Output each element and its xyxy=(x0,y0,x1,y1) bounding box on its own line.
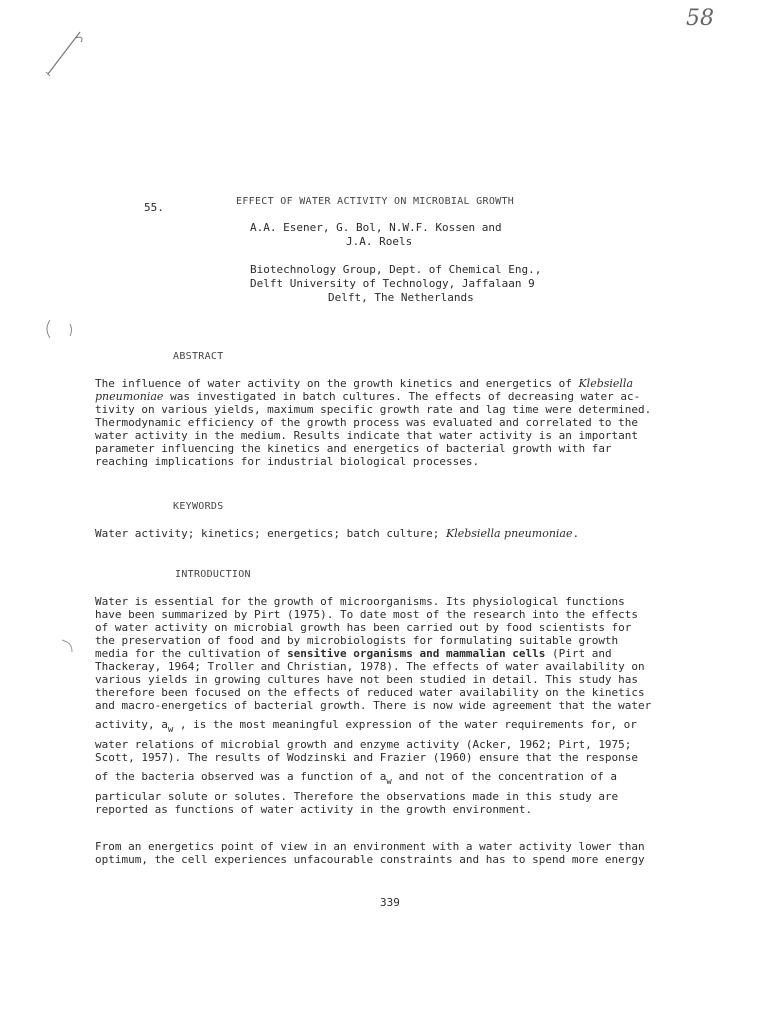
authors-line-2: J.A. Roels xyxy=(346,235,413,248)
intro-text: particular solute or solutes. Therefore the observations made in this study are xyxy=(95,790,619,803)
intro-emphasis: sensitive organisms and mammalian cells xyxy=(287,647,546,660)
introduction-paragraph xyxy=(95,595,651,816)
intro-text: Scott, 1957). The results of Wodzinski and Frazier (1960) ensure that the response xyxy=(95,751,639,764)
intro-text: activity, a xyxy=(95,718,168,731)
intro-text: various yields in growing cultures have not been studied in detail. This study has xyxy=(95,673,639,686)
intro-text: reported as functions of water activity in the growth environment. xyxy=(95,803,533,816)
intro-text: of the bacteria observed was a function of a xyxy=(95,770,387,783)
introduction-heading: INTRODUCTION xyxy=(175,569,251,580)
margin-bracket-mark xyxy=(44,318,78,340)
subscript-w: w xyxy=(167,725,174,735)
energetics-paragraph xyxy=(95,840,645,866)
affiliation-line-2: Delft University of Technology, Jaffalaan 9 xyxy=(250,277,535,290)
handwritten-page-number: 58 xyxy=(686,6,714,31)
intro-text: the preservation of food and by microbiologists for formulating suitable growth xyxy=(95,634,619,647)
page-number: 339 xyxy=(380,896,400,909)
abstract-text: water activity in the medium. Results indicate that water activity is an important xyxy=(95,429,639,442)
affiliation-line-1: Biotechnology Group, Dept. of Chemical Eng., xyxy=(250,263,542,276)
abstract-heading: ABSTRACT xyxy=(173,351,224,362)
abstract-text: was investigated in batch cultures. The effects of decreasing water ac- xyxy=(163,390,641,403)
organism-name: Klebsiella xyxy=(578,377,634,390)
intro-text: and macro-energetics of bacterial growth. There is now wide agreement that the water xyxy=(95,699,652,712)
intro-text: therefore been focused on the effects of reduced water availability on the kinetics xyxy=(95,686,645,699)
abstract-text: The influence of water activity on the growth kinetics and energetics of xyxy=(95,377,579,390)
keywords-line xyxy=(95,527,579,540)
affiliation-line-3: Delft, The Netherlands xyxy=(328,291,474,304)
intro-text: of water activity on microbial growth has been carried out by food scientists for xyxy=(95,621,632,634)
keywords-text: . xyxy=(572,527,580,540)
keywords-heading: KEYWORDS xyxy=(173,501,224,512)
intro-text: Water is essential for the growth of microorganisms. Its physiological functions xyxy=(95,595,625,608)
intro-text: , is the most meaningful expression of the water requirements for, or xyxy=(173,718,637,731)
intro-text: Thackeray, 1964; Troller and Christian, 1978). The effects of water availability on xyxy=(95,660,645,673)
intro-text: media for the cultivation of xyxy=(95,647,288,660)
pen-mark xyxy=(40,28,90,82)
abstract-text: reaching implications for industrial biological processes. xyxy=(95,455,480,468)
intro-text: water relations of microbial growth and enzyme activity (Acker, 1962; Pirt, 1975; xyxy=(95,738,632,751)
keywords-text: Water activity; kinetics; energetics; batch culture; xyxy=(95,527,446,540)
abstract-text: parameter influencing the kinetics and energetics of bacterial growth with far xyxy=(95,442,612,455)
paper-title: EFFECT OF WATER ACTIVITY ON MICROBIAL GROWTH xyxy=(236,196,515,207)
subscript-w: w xyxy=(386,777,392,787)
abstract-text: Thermodynamic efficiency of the growth process was evaluated and correlated to the xyxy=(95,416,639,429)
abstract-text: tivity on various yields, maximum specific growth rate and lag time were determined. xyxy=(95,403,652,416)
intro-text: have been summarized by Pirt (1975). To date most of the research into the effects xyxy=(95,608,639,621)
organism-name: pneumoniae xyxy=(95,390,164,403)
intro-text: (Pirt and xyxy=(545,647,612,660)
margin-tick-mark xyxy=(60,636,80,656)
authors-line-1: A.A. Esener, G. Bol, N.W.F. Kossen and xyxy=(250,221,502,234)
paper-number: 55. xyxy=(144,201,164,214)
intro-text: and not of the concentration of a xyxy=(391,770,617,783)
organism-name: Klebsiella pneumoniae xyxy=(446,527,573,540)
abstract-paragraph xyxy=(95,377,651,468)
para2-text: From an energetics point of view in an environment with a water activity lower than xyxy=(95,840,645,853)
para2-text: optimum, the cell experiences unfacourable constraints and has to spend more energy xyxy=(95,853,645,866)
